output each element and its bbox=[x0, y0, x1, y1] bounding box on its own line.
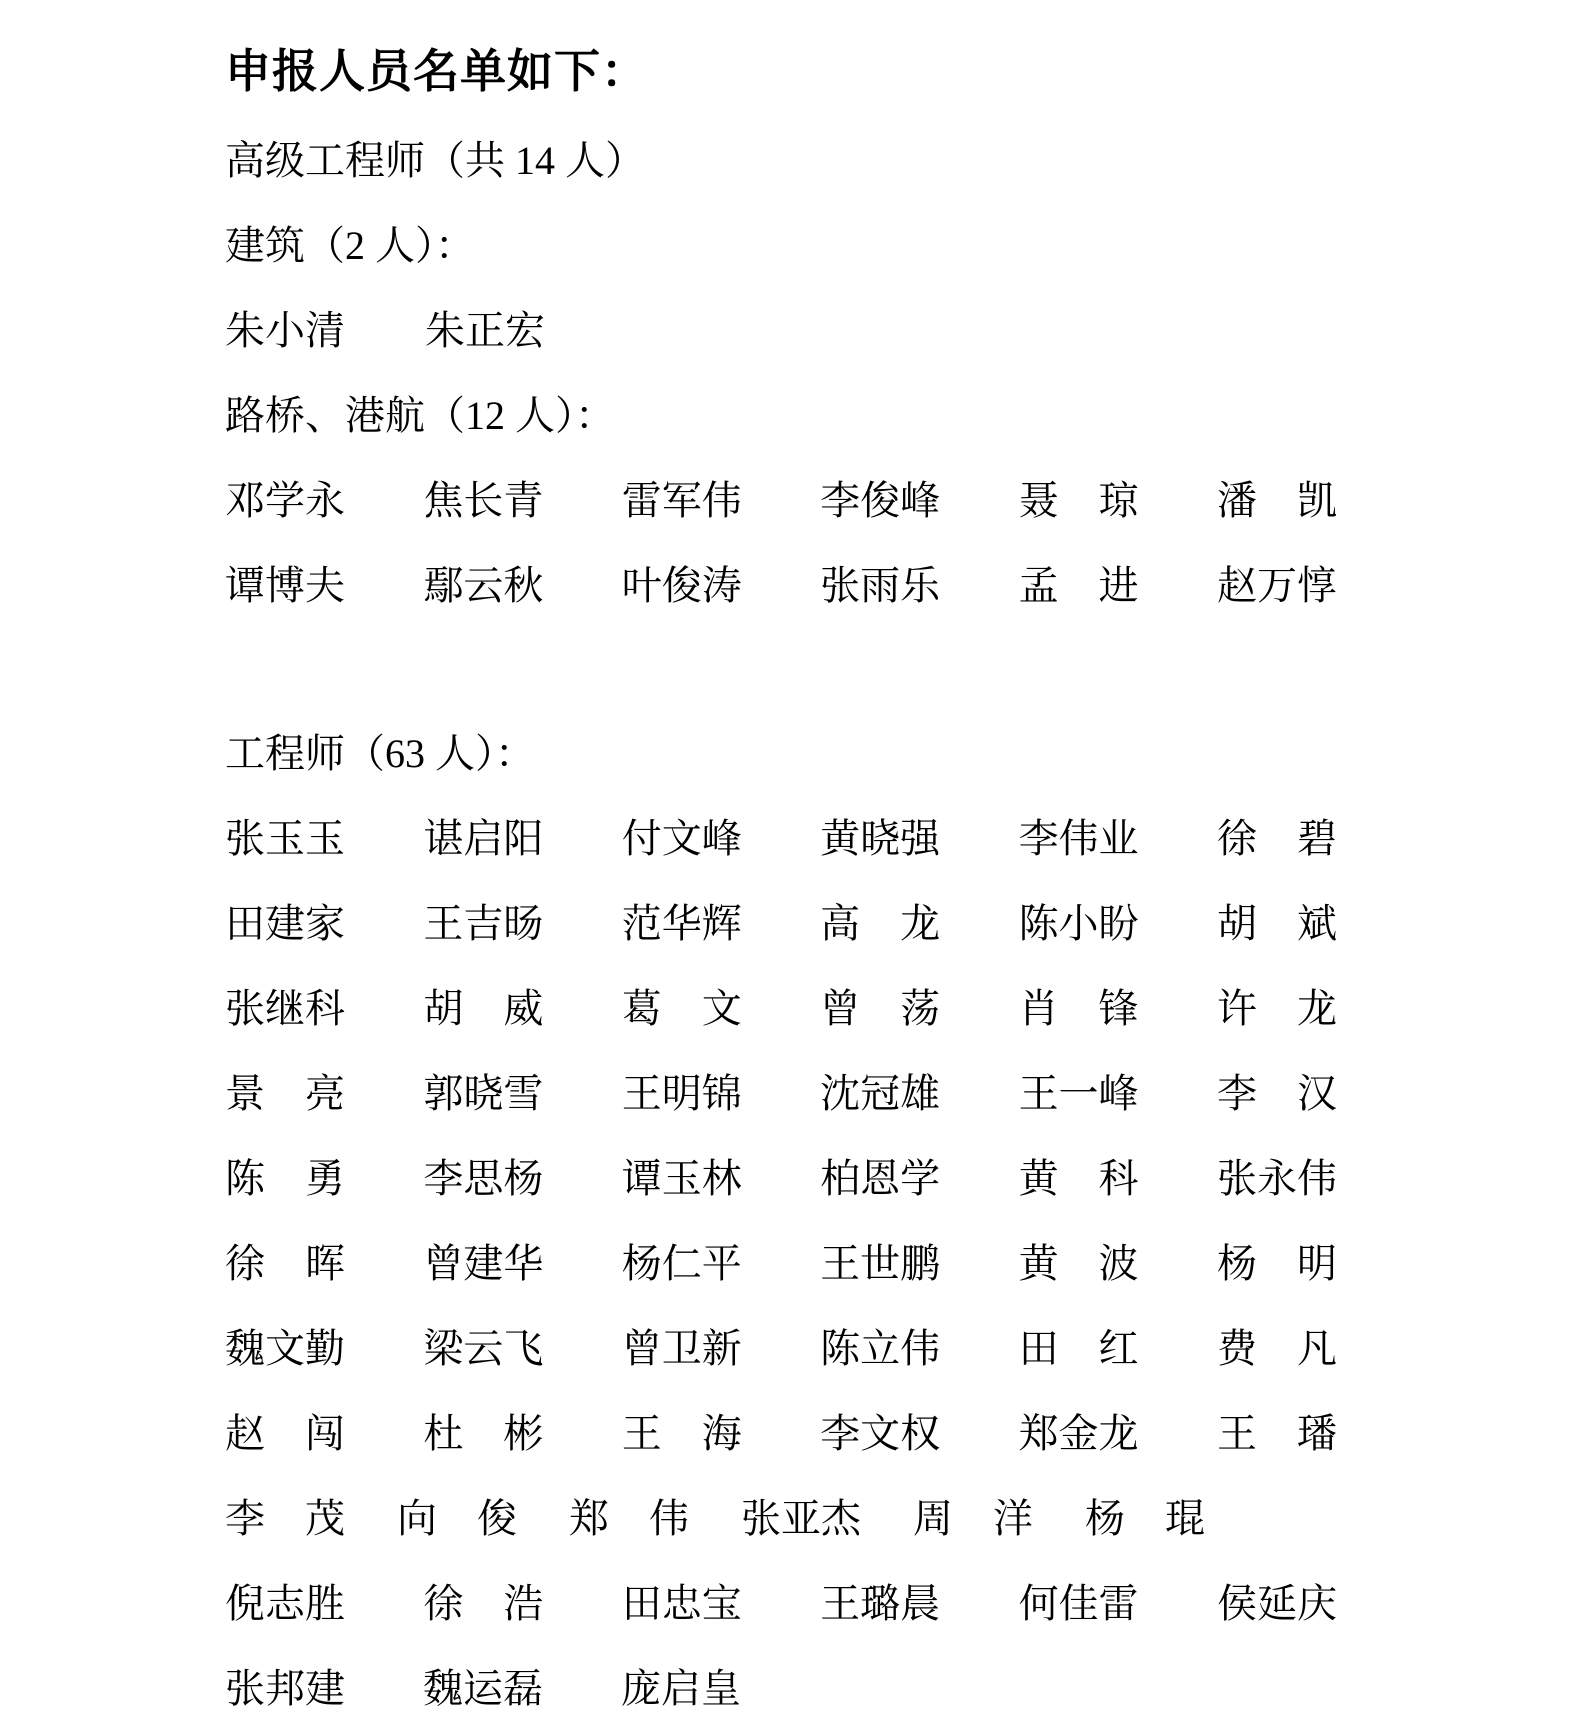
person-name: 梁云飞 bbox=[423, 1325, 544, 1371]
person-name: 张亚杰 bbox=[741, 1495, 861, 1541]
person-name: 聂 琼 bbox=[1018, 477, 1139, 523]
name-row bbox=[225, 1410, 1337, 1456]
person-name: 倪志胜 bbox=[225, 1580, 345, 1626]
person-name: 赵 闯 bbox=[225, 1410, 345, 1456]
person-name: 王一峰 bbox=[1018, 1070, 1139, 1116]
person-name: 李俊峰 bbox=[820, 477, 941, 523]
person-name: 谌启阳 bbox=[423, 815, 544, 861]
name-row bbox=[225, 1495, 1337, 1541]
person-name: 柏恩学 bbox=[820, 1155, 941, 1201]
person-name: 郑 伟 bbox=[569, 1495, 689, 1541]
person-name: 田 红 bbox=[1018, 1325, 1139, 1371]
name-row bbox=[225, 1665, 1337, 1711]
person-name: 王 璠 bbox=[1216, 1410, 1337, 1456]
person-name: 肖 锋 bbox=[1018, 985, 1139, 1031]
person-name: 景 亮 bbox=[225, 1070, 345, 1116]
name-row bbox=[225, 815, 1337, 861]
person-name: 胡 斌 bbox=[1216, 900, 1337, 946]
name-row bbox=[225, 1070, 1337, 1116]
person-name: 张雨乐 bbox=[820, 562, 941, 608]
person-name: 庞启皇 bbox=[621, 1665, 741, 1711]
person-name: 徐 碧 bbox=[1216, 815, 1337, 861]
section-heading: 高级工程师（共 14 人） bbox=[225, 137, 645, 183]
person-name: 陈立伟 bbox=[820, 1325, 941, 1371]
person-name: 付文峰 bbox=[621, 815, 742, 861]
person-name: 曾建华 bbox=[423, 1240, 544, 1286]
person-name: 潘 凯 bbox=[1216, 477, 1337, 523]
person-name: 朱小清 bbox=[225, 307, 345, 353]
person-name: 赵万惇 bbox=[1216, 562, 1337, 608]
person-name: 杜 彬 bbox=[423, 1410, 544, 1456]
person-name: 陈 勇 bbox=[225, 1155, 345, 1201]
person-name: 朱正宏 bbox=[425, 307, 545, 353]
name-row bbox=[225, 307, 1337, 353]
name-row bbox=[225, 985, 1337, 1031]
person-name: 许 龙 bbox=[1216, 985, 1337, 1031]
person-name: 叶俊涛 bbox=[621, 562, 742, 608]
person-name: 杨 琨 bbox=[1085, 1495, 1205, 1541]
section-heading: 工程师（63 人）： bbox=[225, 730, 535, 776]
document-content bbox=[225, 0, 1337, 1710]
person-name: 黄晓强 bbox=[820, 815, 941, 861]
person-name: 张继科 bbox=[225, 985, 345, 1031]
name-row bbox=[225, 1155, 1337, 1201]
person-name: 徐 浩 bbox=[423, 1580, 544, 1626]
person-name: 李 汉 bbox=[1216, 1070, 1337, 1116]
person-name: 张邦建 bbox=[225, 1665, 345, 1711]
person-name: 向 俊 bbox=[397, 1495, 517, 1541]
group-label: 建筑（2 人）： bbox=[225, 222, 475, 268]
name-row bbox=[225, 1580, 1337, 1626]
person-name: 陈小盼 bbox=[1018, 900, 1139, 946]
person-name: 李伟业 bbox=[1018, 815, 1139, 861]
name-row bbox=[225, 562, 1337, 608]
person-name: 魏文勤 bbox=[225, 1325, 345, 1371]
name-row bbox=[225, 1240, 1337, 1286]
person-name: 杨仁平 bbox=[621, 1240, 742, 1286]
person-name: 何佳雷 bbox=[1018, 1580, 1139, 1626]
person-name: 周 洋 bbox=[913, 1495, 1033, 1541]
person-name: 徐 晖 bbox=[225, 1240, 345, 1286]
person-name: 田忠宝 bbox=[621, 1580, 742, 1626]
person-name: 田建家 bbox=[225, 900, 345, 946]
person-name: 范华辉 bbox=[621, 900, 742, 946]
person-name: 沈冠雄 bbox=[820, 1070, 941, 1116]
person-name: 侯延庆 bbox=[1216, 1580, 1337, 1626]
person-name: 王璐晨 bbox=[820, 1580, 941, 1626]
person-name: 王吉旸 bbox=[423, 900, 544, 946]
name-row bbox=[225, 1325, 1337, 1371]
person-name: 王世鹏 bbox=[820, 1240, 941, 1286]
person-name: 黄 科 bbox=[1018, 1155, 1139, 1201]
person-name: 雷军伟 bbox=[621, 477, 742, 523]
applicant-name-list bbox=[225, 137, 1337, 1711]
person-name: 胡 威 bbox=[423, 985, 544, 1031]
person-name: 谭玉林 bbox=[621, 1155, 742, 1201]
name-row bbox=[225, 900, 1337, 946]
person-name: 张永伟 bbox=[1216, 1155, 1337, 1201]
person-name: 杨 明 bbox=[1216, 1240, 1337, 1286]
person-name: 张玉玉 bbox=[225, 815, 345, 861]
person-name: 李思杨 bbox=[423, 1155, 544, 1201]
page-title: 申报人员名单如下： bbox=[225, 45, 648, 97]
person-name: 魏运磊 bbox=[423, 1665, 543, 1711]
group-label: 路桥、港航（12 人）： bbox=[225, 392, 615, 438]
person-name: 李文权 bbox=[820, 1410, 941, 1456]
person-name: 费 凡 bbox=[1216, 1325, 1337, 1371]
person-name: 焦长青 bbox=[423, 477, 544, 523]
person-name: 郑金龙 bbox=[1018, 1410, 1139, 1456]
person-name: 高 龙 bbox=[820, 900, 941, 946]
person-name: 李 茂 bbox=[225, 1495, 345, 1541]
person-name: 孟 进 bbox=[1018, 562, 1139, 608]
person-name: 曾 荡 bbox=[820, 985, 941, 1031]
name-row bbox=[225, 477, 1337, 523]
person-name: 鄢云秋 bbox=[423, 562, 544, 608]
person-name: 黄 波 bbox=[1018, 1240, 1139, 1286]
person-name: 谭博夫 bbox=[225, 562, 345, 608]
person-name: 王明锦 bbox=[621, 1070, 742, 1116]
person-name: 邓学永 bbox=[225, 477, 345, 523]
person-name: 郭晓雪 bbox=[423, 1070, 544, 1116]
person-name: 王 海 bbox=[621, 1410, 742, 1456]
person-name: 葛 文 bbox=[621, 985, 742, 1031]
person-name: 曾卫新 bbox=[621, 1325, 742, 1371]
